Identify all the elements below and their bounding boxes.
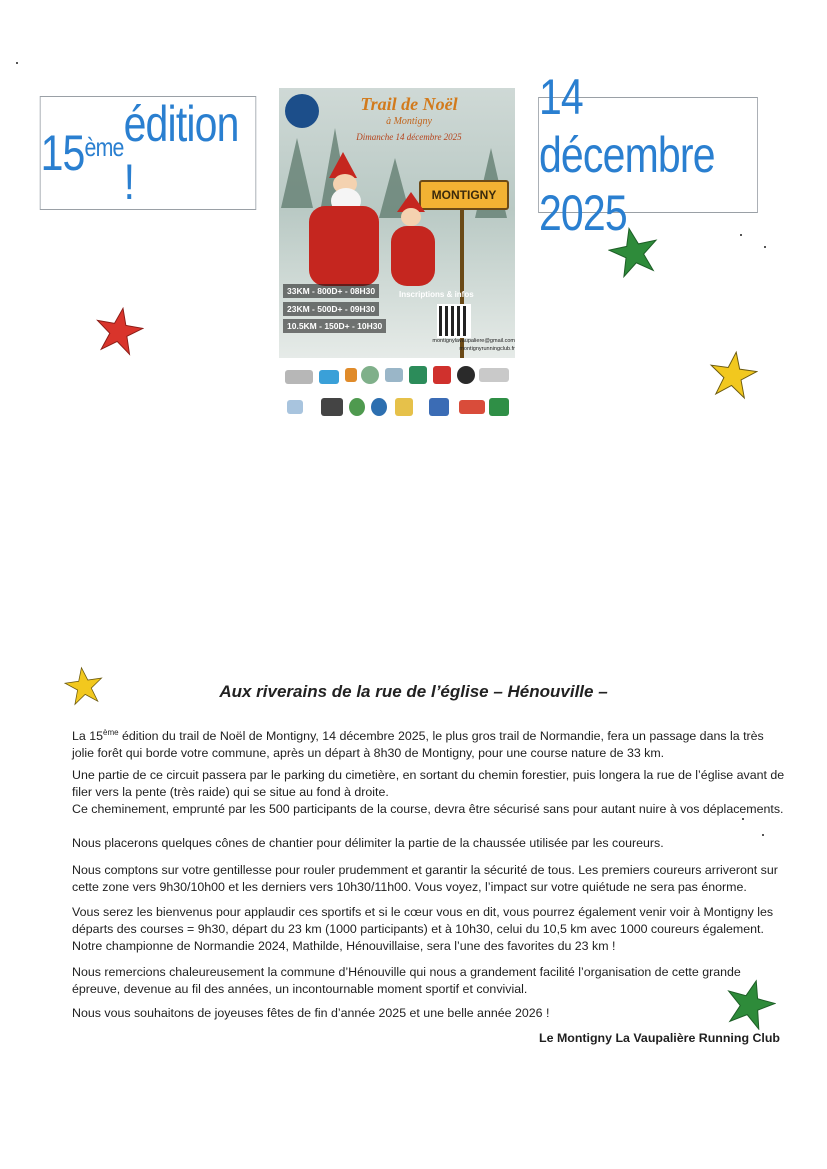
- sponsor-logos: [279, 360, 515, 422]
- sponsor-logo-icon: [433, 366, 451, 384]
- signature: Le Montigny La Vaupalière Running Club: [539, 1031, 780, 1045]
- sponsor-logo-icon: [321, 398, 343, 416]
- star-icon: [94, 306, 144, 356]
- sponsor-logo-icon: [285, 370, 313, 384]
- tree-icon: [281, 138, 313, 208]
- inscriptions-label: Inscriptions & infos: [399, 290, 474, 299]
- star-icon: [608, 226, 660, 278]
- sponsor-logo-icon: [457, 366, 475, 384]
- edition-suffix: ème: [84, 131, 124, 162]
- qr-code-icon: [437, 304, 471, 338]
- santa-body-icon: [309, 206, 379, 286]
- sponsor-logo-icon: [287, 400, 303, 414]
- sponsor-logo-icon: [459, 400, 485, 414]
- p1-start: La 15: [72, 729, 104, 744]
- edition-number: 15: [40, 125, 85, 181]
- montigny-sign: MONTIGNY: [419, 180, 509, 210]
- contact-email: montignylavaupaliere@gmail.com: [432, 338, 515, 344]
- race-10km: 10.5KM - 150D+ - 10H30: [283, 319, 386, 333]
- scan-speck: [742, 818, 744, 820]
- poster-date: Dimanche 14 décembre 2025: [356, 132, 462, 142]
- sponsor-logo-icon: [319, 370, 339, 384]
- sponsor-logo-icon: [479, 368, 509, 382]
- paragraph-4: Nous placerons quelques cônes de chantier pour délimiter la partie de la chaussée utilisée par les coureurs.: [72, 836, 664, 850]
- p1-sup: ème: [103, 728, 119, 737]
- paragraph-7: Notre championne de Normandie 2024, Mathilde, Hénouvillaise, sera l’une des favorites du 23 km !: [72, 939, 616, 953]
- poster-subtitle: à Montigny: [386, 116, 432, 127]
- event-poster: [279, 88, 515, 358]
- contact-site: montignyrunningclub.fr: [459, 346, 515, 352]
- p1-rest: édition du trail de Noël de Montigny, 14 décembre 2025, le plus gros trail de Normandie, fera un passage dans la très jolie forêt qui borde votre commune, après un départ à 8h30 de Montigny, pour une course nature de 33 km.: [72, 729, 764, 761]
- edition-banner: [40, 96, 256, 210]
- paragraph-8: Nous remercions chaleureusement la commune d’Hénouville qui nous a grandement facilité l’organisation de cette grande épreuve, devenue au fil des années, un incontournable moment sportif et convivial.: [72, 965, 741, 996]
- sponsor-logo-icon: [385, 368, 403, 382]
- sponsor-logo-icon: [429, 398, 449, 416]
- scan-speck: [16, 62, 18, 64]
- race-33km: 33KM - 800D+ - 08H30: [283, 284, 379, 298]
- child-body-icon: [391, 226, 435, 286]
- sponsor-logo-icon: [361, 366, 379, 384]
- paragraph-9: Nous vous souhaitons de joyeuses fêtes de fin d’année 2025 et une belle année 2026 !: [72, 1006, 550, 1020]
- paragraph-6: Vous serez les bienvenus pour applaudir ces sportifs et si le cœur vous en dit, vous pourrez également venir voir à Montigny les départs des courses = 9h30, départ du 23 km (1000 participants) et à 10h30, celui du 10,5 km avec 1000 coureurs également.: [72, 905, 774, 936]
- scan-speck: [762, 834, 764, 836]
- date-text: 14 décembre 2025: [538, 69, 715, 241]
- paragraph-3: Ce cheminement, emprunté par les 500 participants de la course, devra être sécurisé sans pour autant nuire à vos déplacements.: [72, 802, 784, 816]
- paragraph-5: Nous comptons sur votre gentillesse pour rouler prudemment et garantir la sécurité de tous. Les premiers coureurs arriveront sur cette zone vers 9h30/10h00 et les derniers vers 10h30/11h00. Vous voyez, l’impact sur votre quiétude ne sera pas énorme.: [72, 863, 778, 894]
- edition-text: édition !: [123, 96, 239, 210]
- paragraph-1: [72, 724, 787, 762]
- sponsor-logo-icon: [395, 398, 413, 416]
- sponsor-logo-icon: [345, 368, 357, 382]
- letter-heading: Aux riverains de la rue de l’église – Hénouville –: [219, 682, 608, 701]
- poster-title: Trail de Noël: [360, 94, 458, 114]
- date-banner: [538, 69, 758, 241]
- sponsor-logo-icon: [371, 398, 387, 416]
- sponsor-logo-icon: [409, 366, 427, 384]
- child-face-icon: [401, 208, 421, 226]
- club-logo-icon: [285, 94, 319, 128]
- sponsor-logo-icon: [349, 398, 365, 416]
- scan-speck: [740, 234, 742, 236]
- sponsor-logo-icon: [489, 398, 509, 416]
- star-icon: [708, 350, 758, 400]
- race-23km: 23KM - 500D+ - 09H30: [283, 302, 379, 316]
- paragraph-2: Une partie de ce circuit passera par le parking du cimetière, en sortant du chemin forestier, puis longera la rue de l’église avant de filer vers la pente (très raide) qui se situe au fond à droite.: [72, 768, 785, 799]
- scan-speck: [764, 246, 766, 248]
